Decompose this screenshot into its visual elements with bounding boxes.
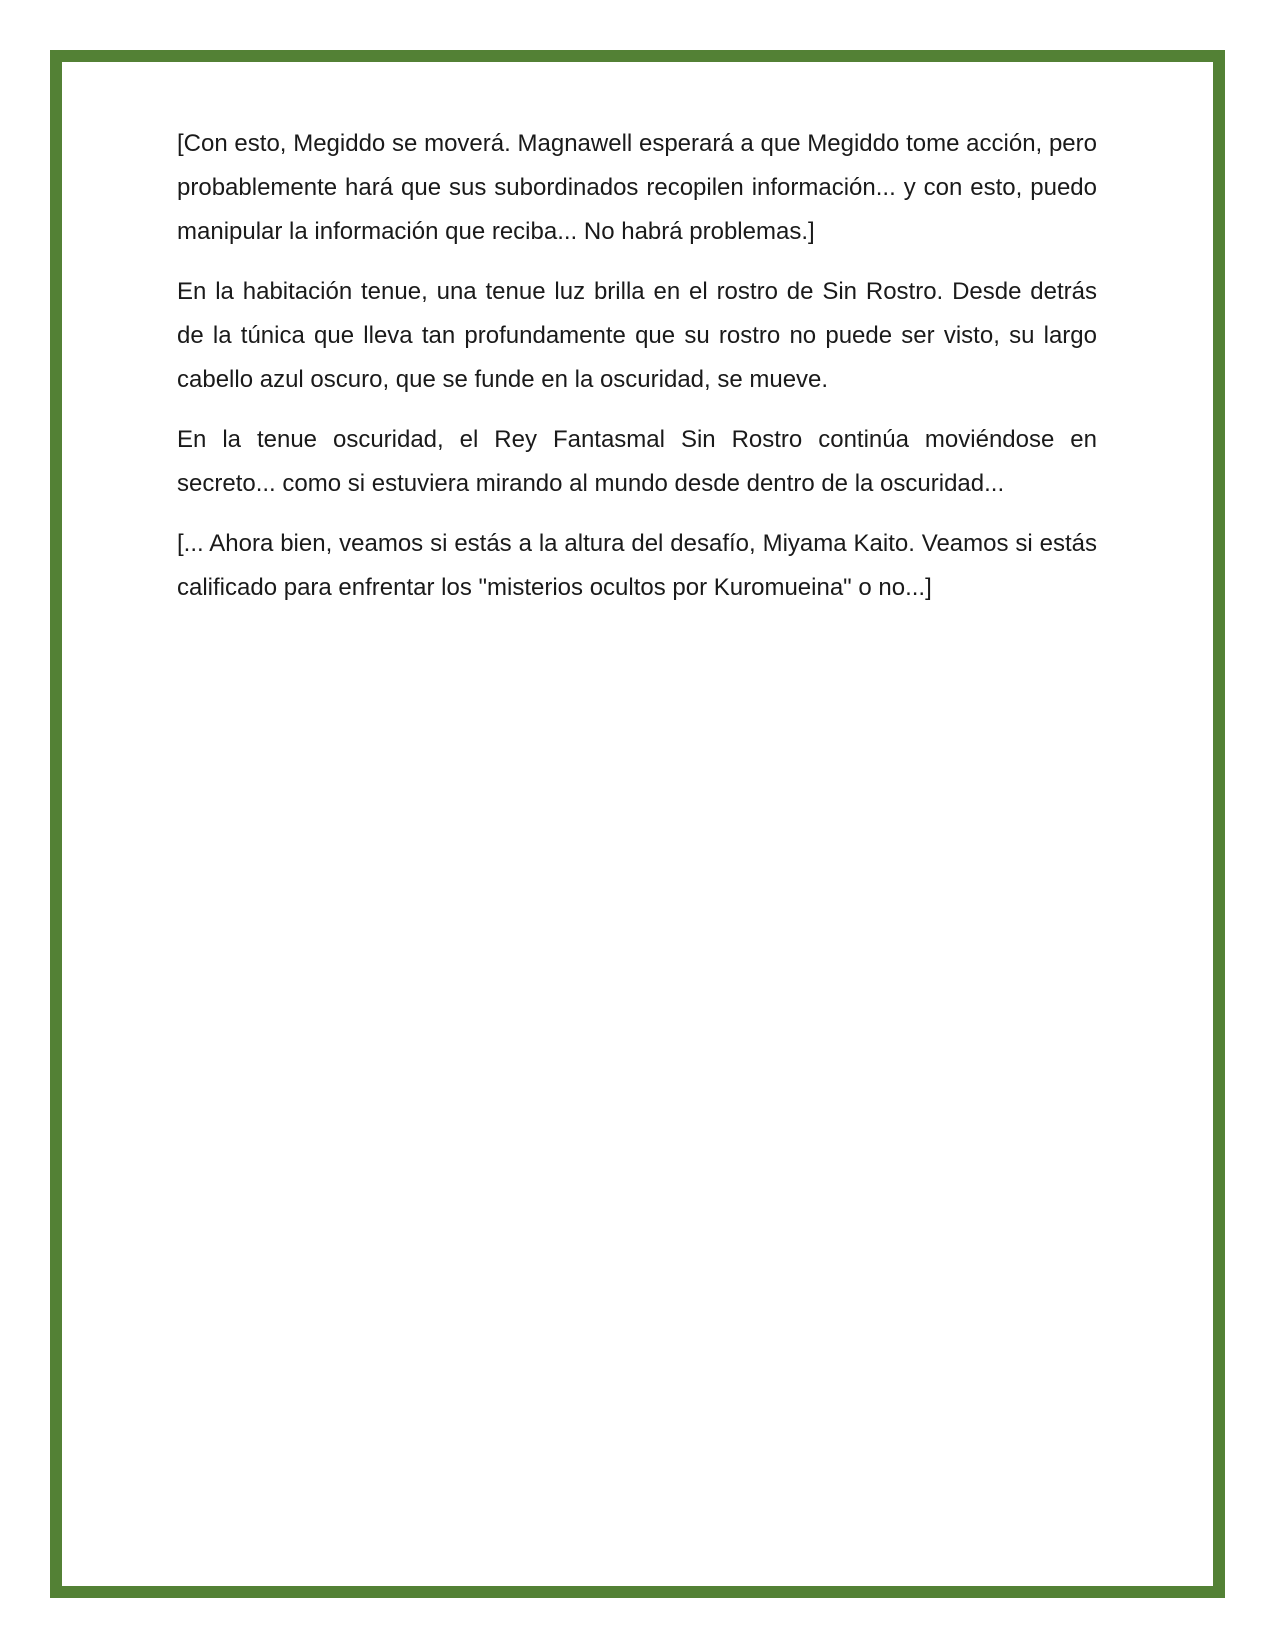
- paragraph-1: [Con esto, Megiddo se moverá. Magnawell esperará a que Megiddo tome acción, pero probablemente hará que sus subordinados recopilen información... y con esto, puedo manipular la información que reciba... No habrá problemas.]: [177, 130, 1097, 245]
- paragraph-3: En la tenue oscuridad, el Rey Fantasmal Sin Rostro continúa moviéndose en secreto... como si estuviera mirando al mundo desde dentro de la oscuridad...: [177, 426, 1097, 497]
- document-body: [177, 122, 1097, 626]
- paragraph-4: [... Ahora bien, veamos si estás a la altura del desafío, Miyama Kaito. Veamos si estás calificado para enfrentar los "misterios ocultos por Kuromueina" o no...]: [177, 530, 1097, 601]
- paragraph-2: En la habitación tenue, una tenue luz brilla en el rostro de Sin Rostro. Desde detrás de la túnica que lleva tan profundamente que su rostro no puede ser visto, su largo cabello azul oscuro, que se funde en la oscuridad, se mueve.: [177, 278, 1097, 393]
